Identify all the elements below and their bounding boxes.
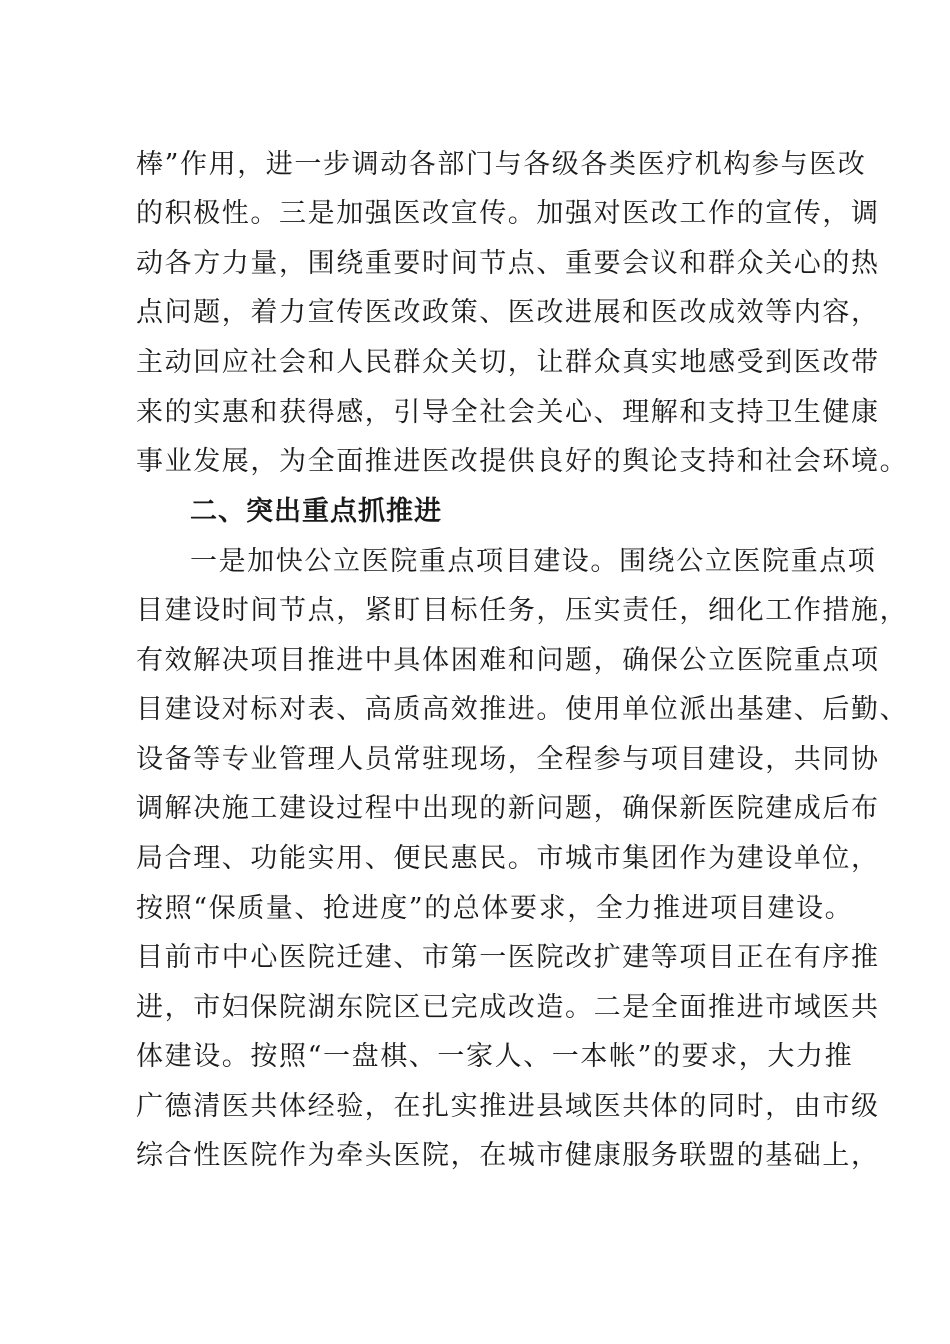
paragraph-line: 设备等专业管理人员常驻现场，全程参与项目建设，共同协 xyxy=(136,744,880,775)
paragraph-line: 广德清医共体经验，在扎实推进县域医共体的同时，由市级 xyxy=(136,1091,880,1122)
paragraph-line: 来的实惠和获得感，引导全社会关心、理解和支持卫生健康 xyxy=(136,397,880,428)
paragraph-line: 目建设对标对表、高质高效推进。使用单位派出基建、后勤、 xyxy=(136,694,909,725)
paragraph-line: 点问题，着力宣传医改政策、医改进展和医改成效等内容， xyxy=(136,297,880,328)
paragraph-line: 主动回应社会和人民群众关切，让群众真实地感受到医改带 xyxy=(136,347,880,378)
paragraph-line: 目前市中心医院迁建、市第一医院改扩建等项目正在有序推 xyxy=(136,942,880,973)
paragraph-line: 进，市妇保院湖东院区已完成改造。二是全面推进市域医共 xyxy=(136,992,880,1023)
paragraph-line: 动各方力量，围绕重要时间节点、重要会议和群众关心的热 xyxy=(136,248,880,279)
paragraph-line: 一是加快公立医院重点项目建设。围绕公立医院重点项 xyxy=(190,546,877,577)
paragraph-line: 的积极性。三是加强医改宣传。加强对医改工作的宣传，调 xyxy=(136,198,880,229)
paragraph-line: 调解决施工建设过程中出现的新问题，确保新医院建成后布 xyxy=(136,793,880,824)
paragraph-line: 有效解决项目推进中具体困难和问题，确保公立医院重点项 xyxy=(136,645,880,676)
paragraph-line: 棒”作用，进一步调动各部门与各级各类医疗机构参与医改 xyxy=(136,149,867,180)
section-heading: 二、突出重点抓推进 xyxy=(190,496,442,527)
paragraph-line: 事业发展，为全面推进医改提供良好的舆论支持和社会环境。 xyxy=(136,446,909,477)
paragraph-line: 综合性医院作为牵头医院，在城市健康服务联盟的基础上， xyxy=(136,1140,880,1171)
paragraph-line: 局合理、功能实用、便民惠民。市城市集团作为建设单位， xyxy=(136,843,880,874)
paragraph-line: 体建设。按照“一盘棋、一家人、一本帐”的要求，大力推 xyxy=(136,1041,854,1072)
paragraph-line: 按照“保质量、抢进度”的总体要求，全力推进项目建设。 xyxy=(136,893,854,924)
paragraph-line: 目建设时间节点，紧盯目标任务，压实责任，细化工作措施， xyxy=(136,595,909,626)
